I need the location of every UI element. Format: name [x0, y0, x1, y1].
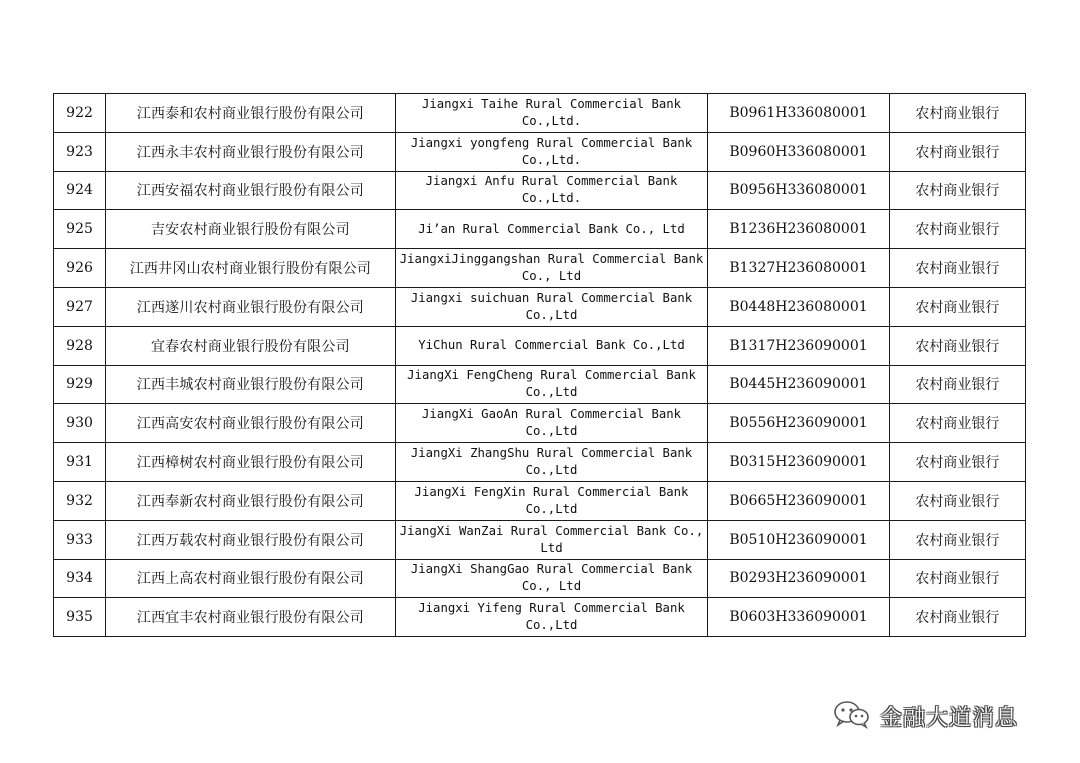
institution-code: B0448H236080001 [708, 287, 889, 326]
bank-name-chinese: 江西上高农村商业银行股份有限公司 [106, 559, 396, 598]
institution-code: B0665H236090001 [708, 481, 889, 520]
institution-code: B0961H336080001 [708, 94, 889, 133]
row-number: 931 [54, 443, 106, 482]
institution-code: B0315H236090001 [708, 443, 889, 482]
bank-name-chinese: 江西井冈山农村商业银行股份有限公司 [106, 249, 396, 288]
bank-name-chinese: 江西奉新农村商业银行股份有限公司 [106, 481, 396, 520]
institution-type: 农村商业银行 [889, 94, 1025, 133]
institution-code: B0510H236090001 [708, 520, 889, 559]
bank-name-chinese: 江西宜丰农村商业银行股份有限公司 [106, 598, 396, 637]
bank-name-english: JiangXi GaoAn Rural Commercial Bank Co.,Ltd [395, 404, 708, 443]
table-row [54, 598, 1026, 637]
institution-code: B0445H236090001 [708, 365, 889, 404]
row-number: 934 [54, 559, 106, 598]
institution-type: 农村商业银行 [889, 132, 1025, 171]
institution-type: 农村商业银行 [889, 443, 1025, 482]
row-number: 925 [54, 210, 106, 249]
row-number: 932 [54, 481, 106, 520]
bank-name-chinese: 江西樟树农村商业银行股份有限公司 [106, 443, 396, 482]
bank-name-chinese: 江西万载农村商业银行股份有限公司 [106, 520, 396, 559]
row-number: 922 [54, 94, 106, 133]
institution-code: B0956H336080001 [708, 171, 889, 210]
bank-name-chinese: 吉安农村商业银行股份有限公司 [106, 210, 396, 249]
bank-name-chinese: 江西丰城农村商业银行股份有限公司 [106, 365, 396, 404]
bank-name-english: JiangXi FengXin Rural Commercial Bank Co.,Ltd [395, 481, 708, 520]
row-number: 929 [54, 365, 106, 404]
bank-name-english: JiangXi ZhangShu Rural Commercial Bank Co.,Ltd [395, 443, 708, 482]
table-row [54, 404, 1026, 443]
table-body [54, 94, 1026, 637]
bank-name-chinese: 宜春农村商业银行股份有限公司 [106, 326, 396, 365]
bank-name-english: Jiangxi suichuan Rural Commercial Bank Co.,Ltd [395, 287, 708, 326]
bank-name-english: JiangXi FengCheng Rural Commercial Bank Co.,Ltd [395, 365, 708, 404]
table-row [54, 94, 1026, 133]
row-number: 927 [54, 287, 106, 326]
table-row [54, 210, 1026, 249]
bank-name-chinese: 江西高安农村商业银行股份有限公司 [106, 404, 396, 443]
institution-type: 农村商业银行 [889, 287, 1025, 326]
bank-name-english: Jiangxi yongfeng Rural Commercial Bank Co.,Ltd. [395, 132, 708, 171]
bank-name-english: JiangXi WanZai Rural Commercial Bank Co., Ltd [395, 520, 708, 559]
bank-name-chinese: 江西安福农村商业银行股份有限公司 [106, 171, 396, 210]
watermark-text: 金融大道消息 [880, 705, 1019, 731]
row-number: 933 [54, 520, 106, 559]
bank-list-table [53, 93, 1026, 637]
row-number: 930 [54, 404, 106, 443]
row-number: 928 [54, 326, 106, 365]
institution-type: 农村商业银行 [889, 404, 1025, 443]
institution-code: B0556H236090001 [708, 404, 889, 443]
table-row [54, 287, 1026, 326]
table-row [54, 249, 1026, 288]
institution-type: 农村商业银行 [889, 249, 1025, 288]
institution-type: 农村商业银行 [889, 210, 1025, 249]
table-row [54, 171, 1026, 210]
table-row [54, 365, 1026, 404]
table-row [54, 520, 1026, 559]
institution-code: B0960H336080001 [708, 132, 889, 171]
institution-code: B1327H236080001 [708, 249, 889, 288]
row-number: 935 [54, 598, 106, 637]
bank-name-english: Jiangxi Yifeng Rural Commercial Bank Co.,Ltd [395, 598, 708, 637]
row-number: 926 [54, 249, 106, 288]
wechat-icon [832, 699, 872, 733]
row-number: 924 [54, 171, 106, 210]
bank-name-chinese: 江西永丰农村商业银行股份有限公司 [106, 132, 396, 171]
institution-code: B1317H236090001 [708, 326, 889, 365]
bank-name-chinese: 江西遂川农村商业银行股份有限公司 [106, 287, 396, 326]
table-row [54, 326, 1026, 365]
bank-name-english: Jiangxi Anfu Rural Commercial Bank Co.,Ltd. [395, 171, 708, 210]
table-row [54, 481, 1026, 520]
institution-type: 农村商业银行 [889, 559, 1025, 598]
institution-type: 农村商业银行 [889, 598, 1025, 637]
institution-type: 农村商业银行 [889, 520, 1025, 559]
bank-name-english: YiChun Rural Commercial Bank Co.,Ltd [395, 326, 708, 365]
table-row [54, 559, 1026, 598]
table-row [54, 443, 1026, 482]
watermark [832, 698, 1018, 734]
table-row [54, 132, 1026, 171]
institution-type: 农村商业银行 [889, 481, 1025, 520]
bank-name-english: JiangxiJinggangshan Rural Commercial Bank Co., Ltd [395, 249, 708, 288]
institution-type: 农村商业银行 [889, 365, 1025, 404]
institution-code: B1236H236080001 [708, 210, 889, 249]
bank-name-english: Ji’an Rural Commercial Bank Co., Ltd [395, 210, 708, 249]
institution-code: B0293H236090001 [708, 559, 889, 598]
bank-name-english: Jiangxi Taihe Rural Commercial Bank Co.,Ltd. [395, 94, 708, 133]
bank-name-chinese: 江西泰和农村商业银行股份有限公司 [106, 94, 396, 133]
row-number: 923 [54, 132, 106, 171]
institution-code: B0603H336090001 [708, 598, 889, 637]
institution-type: 农村商业银行 [889, 326, 1025, 365]
institution-type: 农村商业银行 [889, 171, 1025, 210]
bank-name-english: JiangXi ShangGao Rural Commercial Bank Co., Ltd [395, 559, 708, 598]
